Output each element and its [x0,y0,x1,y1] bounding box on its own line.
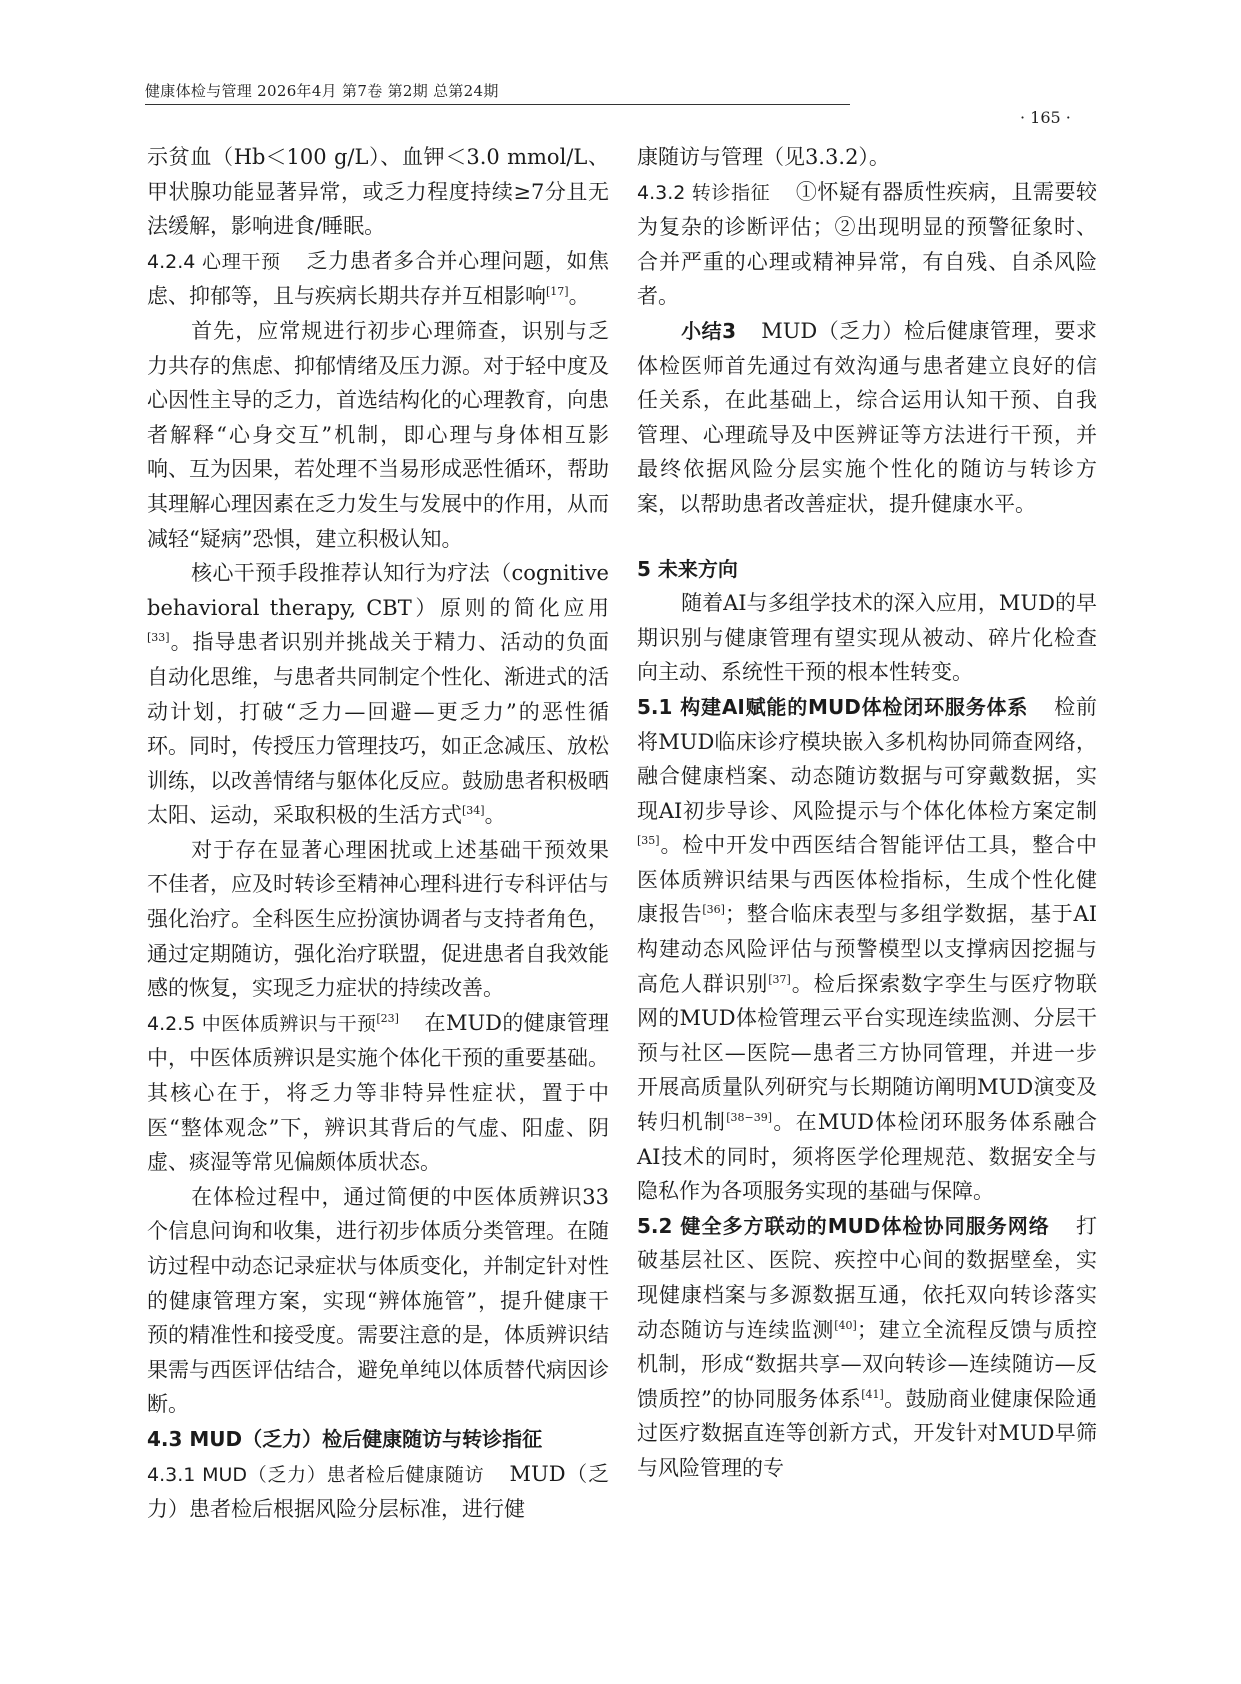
summary-heading: 小结3 [681,318,737,343]
paragraph: 对于存在显著心理困扰或上述基础干预效果不佳者，应及时转诊至精神心理科进行专科评估与强化治疗。全科医生应扮演协调者与支持者角色，通过定期随访，强化治疗联盟，促进患者自我效能感的恢复，实现乏力症状的持续改善。 [147,837,609,1001]
citation: [34] [462,804,485,818]
section-4-2-5 [147,1006,609,1180]
paragraph-text: MUD（乏力）检后健康管理，要求体检医师首先通过有效沟通与患者建立良好的信任关系，在此基础上，综合运用认知干预、自我管理、心理疏导及中医辨证等方法进行干预，并最终依据风险分层实施个性化的随访与转诊方案，以帮助患者改善症状，提升健康水平。 [637,318,1097,516]
citation: [41] [861,1387,884,1401]
section-5-2 [637,1209,1097,1486]
citation: [37] [768,972,791,986]
section-4-3-1 [147,1457,609,1527]
citation: [38−39] [726,1111,773,1125]
paragraph-text: 示贫血（Hb＜100 g/L）、血钾＜3.0 mmol/L、甲状腺功能显著异常，或乏力程度持续≥7分且无法缓解，影响进食/睡眠。 [147,145,609,239]
subsection-heading: 5.2 健全多方联动的MUD体检协同服务网络 [637,1213,1050,1238]
paragraph-text: 在MUD的健康管理中，中医体质辨识是实施个体化干预的重要基础。其核心在于，将乏力等非特异性症状，置于中医“整体观念”下，辨识其背后的气虚、阳虚、阴虚、痰湿等常见偏颇体质状态。 [147,1010,609,1175]
paragraph-text: 。鼓励商业健康保险通过医疗数据直连等创新方式，开发针对MUD早筛与风险管理的专 [637,1386,1097,1480]
citation: [17] [546,285,569,299]
citation: [23] [376,1011,399,1025]
paragraph [147,140,609,244]
right-column [637,140,1097,1486]
paragraph-text: 打破基层社区、医院、疾控中心间的数据壁垒，实现健康档案与多源数据互通，依托双向转诊落实动态随访与连续监测 [637,1213,1098,1342]
section-4-2-4 [147,244,609,314]
punctuation: 。 [484,803,506,828]
citation: [35] [637,834,660,848]
paragraph: 在体检过程中，通过简便的中医体质辨识33个信息问询和收集，进行初步体质分类管理。在随访过程中动态记录症状与体质变化，并制定针对性的健康管理方案，实现“辨体施管”，提升健康干预的精准性和接受度。需要注意的是，体质辨识结果需与西医评估结合，避免单纯以体质替代病因诊断。 [147,1184,609,1417]
subsection-heading: 4.2.5 中医体质辨识与干预 [147,1012,377,1035]
page-number: · 165 · [1020,108,1071,127]
section-4-3-2 [637,175,1097,314]
subsection-heading: 4.3.2 转诊指征 [637,181,771,204]
paragraph-text: ①怀疑有器质性疾病，且需要较为复杂的诊断评估；②出现明显的预警征象时、合并严重的心理或精神异常，有自残、自杀风险者。 [637,179,1098,309]
section-5-1 [637,690,1097,1209]
citation: [40] [834,1318,857,1332]
paragraph-text: 核心干预手段推荐认知行为疗法（cognitive behavioral therapy, CBT）原则的简化应用 [147,561,609,620]
subsection-heading: 4.3.1 MUD（乏力）患者检后健康随访 [147,1463,485,1486]
paragraph-text: 。检后探索数字孪生与医疗物联网的MUD体检管理云平台实现连续监测、分层干预与社区—医院—患者三方协同管理，并进一步开展高质量队列研究与长期随访阐明MUD演变及转归机制 [637,971,1098,1135]
running-header: 健康体检与管理 2026年4月 第7卷 第2期 总第24期 [145,82,499,100]
paragraph: 随着AI与多组学技术的深入应用，MUD的早期识别与健康管理有望实现从被动、碎片化检查向主动、系统性干预的根本性转变。 [637,591,1097,685]
summary-paragraph [637,314,1097,522]
section-heading: 5 未来方向 [637,556,738,581]
paragraph-text: 。指导患者识别并挑战关于精力、活动的负面自动化思维，与患者共同制定个性化、渐进式的活动计划，打破“乏力—回避—更乏力”的恶性循环。同时，传授压力管理技巧，如正念减压、放松训练，以改善情绪与躯体化反应。鼓励患者积极晒太阳、运动，采取积极的生活方式 [147,630,609,828]
subsection-heading: 4.2.4 心理干预 [147,250,281,273]
subsection-heading: 5.1 构建AI赋能的MUD体检闭环服务体系 [637,694,1029,719]
paragraph-text: 。在MUD体检闭环服务体系融合AI技术的同时，须将医学伦理规范、数据安全与隐私作为各项服务实现的基础与保障。 [637,1110,1097,1204]
paragraph-text: MUD（乏力）患者检后根据风险分层标准，进行健 [147,1461,609,1522]
paragraph-text: 。检中开发中西医结合智能评估工具，整合中医体质辨识结果与西医体检指标，生成个性化健康报告 [637,833,1097,927]
paragraph: 首先，应常规进行初步心理筛查，识别与乏力共存的焦虑、抑郁情绪及压力源。对于轻中度及心因性主导的乏力，首选结构化的心理教育，向患者解释“心身交互”机制，即心理与身体相互影响、互为因果，若处理不当易形成恶性循环，帮助其理解心理因素在乏力发生与发展中的作用，从而减轻“疑病”恐惧，建立积极认知。 [147,318,609,551]
paragraph-text: ；整合临床表型与多组学数据，基于AI构建动态风险评估与预警模型以支撑病因挖掘与高危人群识别 [637,902,1097,996]
punctuation: 。 [568,284,590,309]
left-column [147,140,609,1527]
paragraph-text: 检前将MUD临床诊疗模块嵌入多机构协同筛查网络，融合健康档案、动态随访数据与可穿戴数据，实现AI初步导诊、风险提示与个体化体检方案定制 [637,694,1097,823]
paragraph: 康随访与管理（见3.3.2）。 [637,145,890,169]
citation: [36] [702,903,725,917]
paragraph [147,556,609,833]
paragraph-text: 乏力患者多合并心理问题，如焦虑、抑郁等，且与疾病长期共存并互相影响 [147,248,609,309]
header-divider [145,104,850,105]
section-heading: 4.3 MUD（乏力）检后健康随访与转诊指征 [147,1426,543,1451]
paragraph-text: ；建立全流程反馈与质控机制，形成“数据共享—双向转诊—连续随访—反馈质控”的协同服务体系 [637,1317,1098,1411]
citation: [33] [147,631,170,645]
